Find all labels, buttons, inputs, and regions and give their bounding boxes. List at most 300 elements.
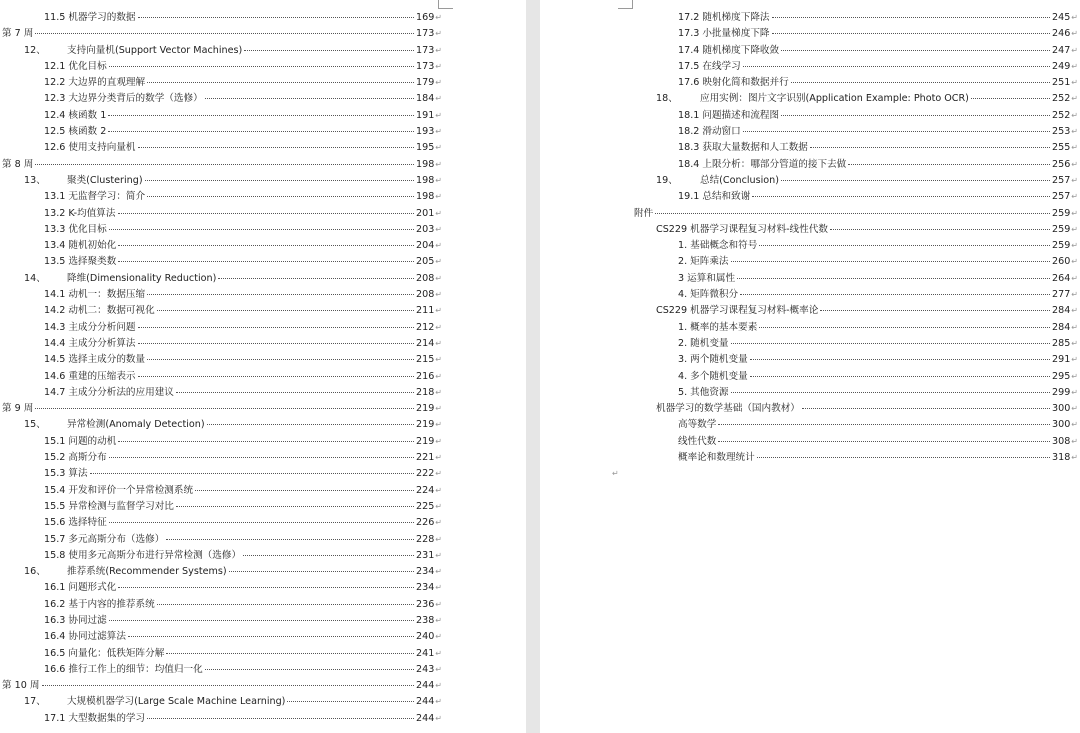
dot-leader xyxy=(750,376,1050,377)
toc-entry-title: 开发和评价一个异常检测系统 xyxy=(68,484,194,496)
toc-entry-number: 12.1 xyxy=(44,60,66,72)
toc-entry-title: 上限分析：哪部分管道的接下去做 xyxy=(702,158,847,170)
toc-entry[interactable] xyxy=(2,580,442,596)
toc-entry-page-number: 259 xyxy=(1051,223,1071,235)
paragraph-mark-icon: ↵ xyxy=(435,583,442,593)
toc-entry-number: 16.2 xyxy=(44,598,66,610)
paragraph-mark-icon: ↵ xyxy=(435,697,442,707)
toc-entry-title: 两个随机变量 xyxy=(690,354,748,366)
toc-entry[interactable] xyxy=(634,417,1078,433)
toc-entry[interactable] xyxy=(2,59,442,75)
toc-entry-number: 12.3 xyxy=(44,93,66,105)
paragraph-mark-icon: ↵ xyxy=(1071,127,1078,137)
toc-entry-number: 16.1 xyxy=(44,582,66,594)
toc-entry[interactable] xyxy=(634,124,1078,140)
toc-entry-page-number: 214 xyxy=(415,337,435,349)
toc-entry-number: 14.1 xyxy=(44,289,66,301)
toc-entry[interactable] xyxy=(2,532,442,548)
paragraph-mark-icon: ↵ xyxy=(435,501,442,511)
dot-leader xyxy=(750,359,1050,360)
paragraph-mark-icon: ↵ xyxy=(435,664,442,674)
dot-leader xyxy=(205,669,414,670)
toc-entry[interactable] xyxy=(634,59,1078,75)
toc-entry-number: 17.1 xyxy=(44,712,66,724)
toc-entry-number: 18.1 xyxy=(678,109,700,121)
paragraph-mark-icon: ↵ xyxy=(435,224,442,234)
toc-entry-number: 15.3 xyxy=(44,468,66,480)
toc-entry-title: 核函数 1 xyxy=(68,109,107,121)
paragraph-mark-icon: ↵ xyxy=(1071,61,1078,71)
toc-entry[interactable] xyxy=(2,26,442,42)
paragraph-mark-icon: ↵ xyxy=(1071,143,1078,153)
paragraph-mark-icon: ↵ xyxy=(1071,453,1078,463)
toc-entry-title: 随机变量 xyxy=(690,337,729,349)
toc-entry-number: 2. xyxy=(678,256,688,268)
dot-leader xyxy=(147,82,414,83)
toc-entry[interactable] xyxy=(2,108,442,124)
dot-leader xyxy=(287,701,414,702)
toc-entry-page-number: 222 xyxy=(415,468,435,480)
dot-leader xyxy=(109,522,414,523)
toc-entry[interactable] xyxy=(2,515,442,531)
toc-entry-title: 算法 xyxy=(68,468,88,480)
toc-entry[interactable] xyxy=(634,336,1078,352)
paragraph-mark-icon: ↵ xyxy=(1071,322,1078,332)
dot-leader xyxy=(772,33,1050,34)
dot-leader xyxy=(118,245,414,246)
toc-entry-title: 高斯分布 xyxy=(68,452,107,464)
paragraph-mark-icon: ↵ xyxy=(435,534,442,544)
toc-entry-page-number: 251 xyxy=(1051,77,1071,89)
toc-entry[interactable] xyxy=(634,238,1078,254)
toc-entry[interactable] xyxy=(2,189,442,205)
toc-entry-number: 4. xyxy=(678,289,688,301)
toc-entry[interactable] xyxy=(2,238,442,254)
toc-entry-number: 15.1 xyxy=(44,435,66,447)
toc-entry-number: 14、 xyxy=(24,272,46,284)
toc-entry[interactable] xyxy=(634,173,1078,189)
toc-entry-title: 异常检测(Anomaly Detection) xyxy=(67,419,205,431)
toc-entry-page-number: 234 xyxy=(415,582,435,594)
paragraph-mark-icon: ↵ xyxy=(1071,13,1078,22)
toc-entry[interactable] xyxy=(634,352,1078,368)
toc-entry[interactable] xyxy=(634,206,1078,222)
toc-entry-title: 其他资源 xyxy=(690,386,729,398)
dot-leader xyxy=(109,457,414,458)
toc-entry[interactable] xyxy=(2,75,442,91)
paragraph-mark-icon: ↵ xyxy=(1071,192,1078,202)
toc-entry-number: 12.2 xyxy=(44,77,66,89)
dot-leader xyxy=(157,604,414,605)
dot-leader xyxy=(740,294,1050,295)
toc-entry[interactable] xyxy=(2,417,442,433)
toc-entry-number: 14.4 xyxy=(44,337,66,349)
toc-entry-title: 问题形式化 xyxy=(68,582,117,594)
toc-entry-number: 14.7 xyxy=(44,386,66,398)
toc-entry[interactable] xyxy=(2,597,442,613)
dot-leader xyxy=(759,245,1050,246)
toc-entry-title: 概率的基本要素 xyxy=(690,321,758,333)
toc-entry-number: 17.6 xyxy=(678,77,700,89)
toc-entry[interactable] xyxy=(2,466,442,482)
toc-entry[interactable] xyxy=(2,401,442,417)
toc-entry[interactable] xyxy=(634,10,1078,26)
toc-entry-number: 19.1 xyxy=(678,191,700,203)
toc-entry-title: 基础概念和符号 xyxy=(690,240,758,252)
toc-entry-page-number: 291 xyxy=(1051,354,1071,366)
paragraph-mark-icon: ↵ xyxy=(435,208,442,218)
dot-leader xyxy=(810,147,1050,148)
toc-entry[interactable] xyxy=(2,336,442,352)
toc-entry[interactable] xyxy=(2,694,442,710)
toc-entry-title: 异常检测与监督学习对比 xyxy=(68,500,174,512)
toc-entry-title: 使用支持向量机 xyxy=(68,142,136,154)
paragraph-mark-icon: ↵ xyxy=(1071,420,1078,430)
toc-entry-title: 随机梯度下降法 xyxy=(702,12,770,23)
toc-entry[interactable] xyxy=(2,271,442,287)
toc-entry[interactable] xyxy=(2,450,442,466)
toc-entry-page-number: 300 xyxy=(1051,403,1071,415)
dot-leader xyxy=(718,424,1050,425)
toc-entry-number: 13.5 xyxy=(44,256,66,268)
toc-entry-page-number: 226 xyxy=(415,517,435,529)
toc-entry[interactable] xyxy=(2,206,442,222)
toc-list-right xyxy=(612,10,1078,483)
toc-entry-page-number: 221 xyxy=(415,452,435,464)
paragraph-mark-icon: ↵ xyxy=(435,241,442,251)
dot-leader xyxy=(138,147,414,148)
toc-entry-title: 协同过滤算法 xyxy=(68,631,126,643)
toc-entry-title: 选择聚类数 xyxy=(68,256,117,268)
toc-entry[interactable] xyxy=(634,91,1078,107)
toc-entry[interactable] xyxy=(634,26,1078,42)
toc-entry[interactable] xyxy=(2,124,442,140)
toc-entry[interactable] xyxy=(2,303,442,319)
paragraph-mark-icon: ↵ xyxy=(435,110,442,120)
toc-entry-title: 随机初始化 xyxy=(68,240,117,252)
toc-entry[interactable] xyxy=(634,271,1078,287)
toc-entry-title: 矩阵乘法 xyxy=(690,256,729,268)
toc-entry-title: 优化目标 xyxy=(68,60,107,72)
toc-entry-page-number: 173 xyxy=(415,44,435,56)
dot-leader xyxy=(108,131,414,132)
toc-entry-title: 核函数 2 xyxy=(68,126,107,138)
toc-entry-title: 选择主成分的数量 xyxy=(68,354,146,366)
toc-entry-page-number: 198 xyxy=(415,174,435,186)
toc-entry-number: 15.6 xyxy=(44,517,66,529)
toc-entry-page-number: 318 xyxy=(1051,452,1071,464)
toc-entry[interactable] xyxy=(634,222,1078,238)
paragraph-mark-icon: ↵ xyxy=(435,518,442,528)
toc-entry-page-number: 191 xyxy=(415,109,435,121)
dot-leader xyxy=(147,359,414,360)
dot-leader xyxy=(731,392,1050,393)
toc-entry-title: 滑动窗口 xyxy=(702,126,741,138)
dot-leader xyxy=(772,17,1050,18)
toc-entry[interactable] xyxy=(634,140,1078,156)
toc-entry[interactable] xyxy=(2,254,442,270)
paragraph-mark-icon: ↵ xyxy=(435,648,442,658)
toc-entry-page-number: 169 xyxy=(415,12,435,23)
toc-entry[interactable] xyxy=(2,678,442,694)
toc-entry-title: 总结和致谢 xyxy=(702,191,751,203)
toc-entry-title: 主成分分析算法 xyxy=(68,337,136,349)
toc-entry-number: 15.2 xyxy=(44,452,66,464)
toc-entry[interactable] xyxy=(634,401,1078,417)
toc-entry-title: 应用实例：图片文字识别(Application Example: Photo OCR) xyxy=(700,93,969,105)
toc-entry-page-number: 256 xyxy=(1051,158,1071,170)
paragraph-mark-icon: ↵ xyxy=(1071,273,1078,283)
toc-entry-number: 15.7 xyxy=(44,533,66,545)
toc-entry-title: 矩阵微积分 xyxy=(690,289,739,301)
toc-entry-number: 14.2 xyxy=(44,305,66,317)
dot-leader xyxy=(166,539,414,540)
toc-entry[interactable] xyxy=(634,287,1078,303)
toc-entry-number: 1. xyxy=(678,321,688,333)
toc-entry-title: 问题描述和流程图 xyxy=(702,109,780,121)
toc-entry-page-number: 173 xyxy=(415,28,435,40)
dot-leader xyxy=(718,441,1050,442)
paragraph-mark-icon: ↵ xyxy=(435,485,442,495)
toc-entry-number: 13.4 xyxy=(44,240,66,252)
toc-entry-page-number: 218 xyxy=(415,386,435,398)
toc-entry[interactable] xyxy=(2,352,442,368)
toc-entry-title: 附件 xyxy=(634,207,654,219)
toc-entry-title: 主成分分析问题 xyxy=(68,321,136,333)
toc-entry[interactable] xyxy=(634,75,1078,91)
toc-entry-page-number: 203 xyxy=(415,223,435,235)
dot-leader xyxy=(157,310,414,311)
toc-entry-page-number: 204 xyxy=(415,240,435,252)
dot-leader xyxy=(145,180,414,181)
toc-entry-page-number: 259 xyxy=(1051,240,1071,252)
toc-entry-page-number: 284 xyxy=(1051,305,1071,317)
dot-leader xyxy=(147,718,414,719)
toc-entry-title: CS229 机器学习课程复习材料-概率论 xyxy=(656,305,819,317)
paragraph-mark-icon: ↵ xyxy=(435,322,442,332)
toc-entry-title: 运算和属性 xyxy=(687,272,736,284)
toc-entry[interactable] xyxy=(634,385,1078,401)
toc-entry-page-number: 285 xyxy=(1051,337,1071,349)
dot-leader xyxy=(176,506,414,507)
dot-leader xyxy=(848,164,1050,165)
paragraph-mark-icon: ↵ xyxy=(1071,290,1078,300)
toc-entry[interactable] xyxy=(2,287,442,303)
toc-entry-page-number: 198 xyxy=(415,191,435,203)
toc-entry[interactable] xyxy=(2,385,442,401)
toc-entry-number: 13.3 xyxy=(44,223,66,235)
paragraph-mark-icon: ↵ xyxy=(1071,208,1078,218)
toc-entry-title: 随机梯度下降收敛 xyxy=(702,44,780,56)
toc-entry[interactable] xyxy=(2,320,442,336)
toc-entry[interactable] xyxy=(634,369,1078,385)
toc-entry-number: 16.4 xyxy=(44,631,66,643)
paragraph-mark-icon: ↵ xyxy=(435,420,442,430)
toc-entry[interactable] xyxy=(2,222,442,238)
dot-leader xyxy=(42,685,414,686)
toc-entry-title: 机器学习的数据 xyxy=(68,12,136,23)
toc-entry[interactable] xyxy=(2,10,442,26)
toc-entry-number: 15、 xyxy=(24,419,46,431)
paragraph-mark-icon: ↵ xyxy=(435,453,442,463)
toc-entry-page-number: 295 xyxy=(1051,370,1071,382)
toc-entry-number: 16.3 xyxy=(44,614,66,626)
toc-entry-number: 12、 xyxy=(24,44,46,56)
toc-entry[interactable] xyxy=(2,434,442,450)
toc-entry[interactable] xyxy=(2,564,442,580)
toc-entry-page-number: 238 xyxy=(415,614,435,626)
paragraph-mark-icon: ↵ xyxy=(435,404,442,414)
toc-entry-title: 获取大量数据和人工数据 xyxy=(702,142,808,154)
toc-entry-page-number: 246 xyxy=(1051,28,1071,40)
paragraph-mark-icon: ↵ xyxy=(435,355,442,365)
dot-leader xyxy=(118,587,414,588)
paragraph-mark-icon: ↵ xyxy=(435,13,442,22)
toc-entry-title: 大规模机器学习(Large Scale Machine Learning) xyxy=(67,696,286,708)
dot-leader xyxy=(147,196,414,197)
toc-entry-title: 推行工作上的细节：均值归一化 xyxy=(68,663,203,675)
toc-entry-page-number: 308 xyxy=(1051,435,1071,447)
dot-leader xyxy=(118,213,414,214)
toc-entry-page-number: 173 xyxy=(415,60,435,72)
toc-list-left xyxy=(2,10,442,727)
toc-entry[interactable] xyxy=(634,43,1078,59)
toc-entry-title: 第 7 周 xyxy=(2,28,34,40)
toc-entry-title: 总结(Conclusion) xyxy=(700,174,779,186)
toc-entry[interactable] xyxy=(634,254,1078,270)
dot-leader xyxy=(138,343,414,344)
toc-entry-page-number: 244 xyxy=(415,712,435,724)
toc-entry[interactable] xyxy=(2,711,442,727)
toc-entry-page-number: 216 xyxy=(415,370,435,382)
toc-entry-page-number: 228 xyxy=(415,533,435,545)
dot-leader xyxy=(147,294,414,295)
toc-entry-number: 16、 xyxy=(24,566,46,578)
toc-entry-title: 动机一：数据压缩 xyxy=(68,289,146,301)
dot-leader xyxy=(781,115,1050,116)
toc-entry[interactable] xyxy=(2,140,442,156)
toc-entry-title: 主成分分析法的应用建议 xyxy=(68,386,174,398)
paragraph-mark-icon: ↵ xyxy=(435,290,442,300)
toc-entry-page-number: 259 xyxy=(1051,207,1071,219)
toc-entry-title: 使用多元高斯分布进行异常检测（选修） xyxy=(68,549,242,561)
toc-entry[interactable] xyxy=(634,434,1078,450)
toc-entry-title: CS229 机器学习课程复习材料-线性代数 xyxy=(656,223,828,235)
paragraph-mark-icon: ↵ xyxy=(435,29,442,39)
toc-entry[interactable] xyxy=(2,646,442,662)
toc-entry[interactable] xyxy=(2,43,442,59)
toc-entry-number: 18、 xyxy=(656,93,678,105)
toc-entry-page-number: 219 xyxy=(415,403,435,415)
toc-entry-title: 降维(Dimensionality Reduction) xyxy=(67,272,217,284)
paragraph-mark-icon: ↵ xyxy=(1071,355,1078,365)
toc-entry-number: 14.6 xyxy=(44,370,66,382)
toc-entry[interactable] xyxy=(2,483,442,499)
dot-leader xyxy=(35,408,414,409)
dot-leader xyxy=(781,180,1050,181)
toc-entry[interactable] xyxy=(2,173,442,189)
toc-entry[interactable] xyxy=(2,499,442,515)
toc-entry-number: 17、 xyxy=(24,696,46,708)
toc-entry-number: 15.8 xyxy=(44,549,66,561)
toc-entry-title: 高等数学 xyxy=(678,419,717,431)
toc-entry-page-number: 236 xyxy=(415,598,435,610)
toc-entry-title: 聚类(Clustering) xyxy=(67,174,143,186)
toc-entry-page-number: 247 xyxy=(1051,44,1071,56)
toc-entry[interactable] xyxy=(2,629,442,645)
dot-leader xyxy=(731,343,1050,344)
toc-entry-page-number: 224 xyxy=(415,484,435,496)
toc-entry[interactable] xyxy=(634,157,1078,173)
paragraph-mark-icon: ↵ xyxy=(435,338,442,348)
toc-entry[interactable] xyxy=(2,662,442,678)
toc-entry-page-number: 264 xyxy=(1051,272,1071,284)
toc-entry-page-number: 208 xyxy=(415,272,435,284)
toc-entry[interactable] xyxy=(2,548,442,564)
toc-entry-number: 16.6 xyxy=(44,663,66,675)
dot-leader xyxy=(757,457,1050,458)
toc-entry[interactable] xyxy=(634,108,1078,124)
paragraph-mark-icon: ↵ xyxy=(1071,338,1078,348)
toc-entry-number: 13.2 xyxy=(44,207,66,219)
toc-entry-title: 大边界分类背后的数学（选修） xyxy=(68,93,203,105)
toc-entry-page-number: 244 xyxy=(415,696,435,708)
paragraph-mark-icon: ↵ xyxy=(1071,45,1078,55)
paragraph-mark-icon: ↵ xyxy=(435,78,442,88)
toc-entry-page-number: 245 xyxy=(1051,12,1071,23)
toc-entry-number: 17.5 xyxy=(678,60,700,72)
dot-leader xyxy=(218,278,414,279)
toc-entry[interactable] xyxy=(2,157,442,173)
dot-leader xyxy=(731,261,1050,262)
toc-entry-title: 问题的动机 xyxy=(68,435,117,447)
dot-leader xyxy=(195,490,414,491)
toc-entry[interactable] xyxy=(2,613,442,629)
dot-leader xyxy=(971,98,1050,99)
dot-leader xyxy=(791,82,1050,83)
toc-entry-title: 小批量梯度下降 xyxy=(702,28,770,40)
toc-entry-number: 2. xyxy=(678,337,688,349)
dot-leader xyxy=(752,196,1050,197)
toc-entry[interactable] xyxy=(634,303,1078,319)
toc-entry[interactable] xyxy=(634,320,1078,336)
toc-entry-number: 12.4 xyxy=(44,109,66,121)
toc-entry[interactable] xyxy=(2,369,442,385)
toc-entry-title: 在线学习 xyxy=(702,60,741,72)
toc-entry-number: 19、 xyxy=(656,174,678,186)
toc-entry-title: 支持向量机(Support Vector Machines) xyxy=(67,44,243,56)
toc-entry[interactable] xyxy=(634,450,1078,466)
toc-entry-title: 第 8 周 xyxy=(2,158,34,170)
toc-entry[interactable] xyxy=(2,91,442,107)
dot-leader xyxy=(655,213,1050,214)
dot-leader xyxy=(820,310,1050,311)
toc-entry-title: 重建的压缩表示 xyxy=(68,370,136,382)
toc-entry-page-number: 257 xyxy=(1051,191,1071,203)
dot-leader xyxy=(743,66,1050,67)
toc-entry-page-number: 205 xyxy=(415,256,435,268)
toc-entry-title: 动机二：数据可视化 xyxy=(68,305,155,317)
toc-entry-page-number: 234 xyxy=(415,566,435,578)
toc-entry-page-number: 208 xyxy=(415,289,435,301)
dot-leader xyxy=(207,424,414,425)
toc-entry-page-number: 252 xyxy=(1051,93,1071,105)
toc-entry[interactable] xyxy=(634,189,1078,205)
toc-entry-page-number: 225 xyxy=(415,500,435,512)
toc-entry-page-number: 179 xyxy=(415,77,435,89)
paragraph-mark-icon: ↵ xyxy=(1071,159,1078,169)
paragraph-mark-icon: ↵ xyxy=(1071,387,1078,397)
